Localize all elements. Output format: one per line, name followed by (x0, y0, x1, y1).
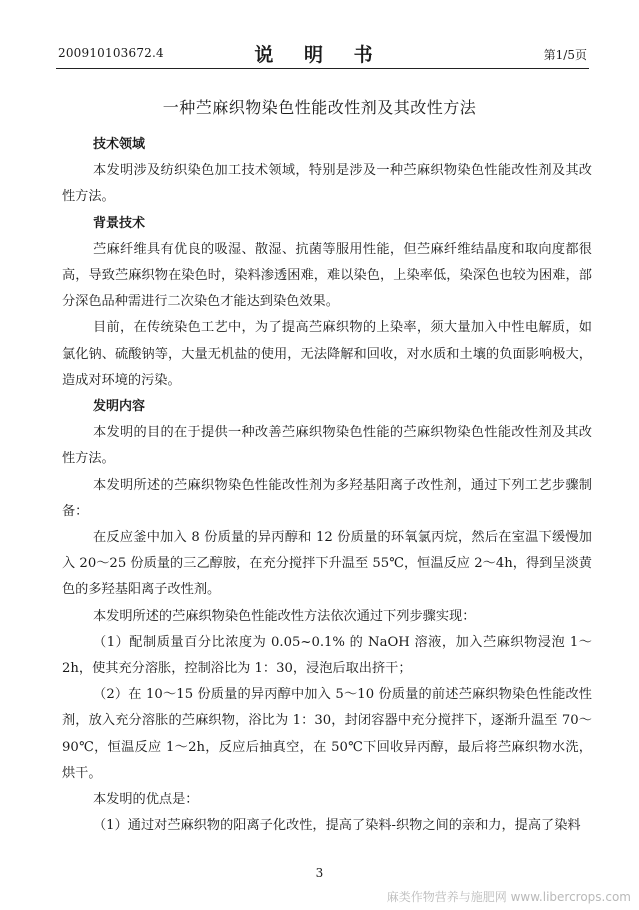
section-heading: 技术领域 (93, 137, 146, 152)
paragraph: 本发明涉及纺织染色加工技术领域，特别是涉及一种苎麻织物染色性能改性剂及其改性方法。 (62, 163, 592, 205)
paragraph: 目前，在传统染色工艺中，为了提高苎麻织物的上染率，须大量加入中性电解质，如氯化钠、硫酸钠等，大量无机盐的使用，无法降解和回收，对水质和土壤的负面影响极大，造成对环境的污染。 (62, 320, 592, 388)
page-number: 3 (315, 866, 324, 880)
document-number: 200910103672.4 (58, 46, 164, 60)
paragraph: （2）在 10～15 份质量的异丙醇中加入 5～10 份质量的前述苎麻织物染色性能改性剂，放入充分溶胀的苎麻织物，浴比为 1：30，封闭容器中充分搅拌下，逐渐升温至 70～90℃，恒温反应 1～2h，反应后抽真空，在 50℃下回收异丙醇，最后将苎麻织物水洗，烘干。 (62, 687, 592, 781)
paragraph: （1）配制质量百分比浓度为 0.05~0.1% 的 NaOH 溶液，加入苎麻织物浸泡 1～2h，使其充分溶胀，控制浴比为 1：30，浸泡后取出挤干； (62, 634, 592, 677)
section-heading: 发明内容 (93, 399, 146, 415)
page-indicator: 第1/5页 (543, 48, 587, 62)
paragraph: 本发明的优点是： (93, 792, 199, 808)
document-type-title: 说 明 书 (254, 44, 385, 66)
paragraph: 在反应釜中加入 8 份质量的异丙醇和 12 份质量的环氧氯丙烷，然后在室温下缓慢加入 20～25 份质量的三乙醇胺，在充分搅拌下升温至 55℃，恒温反应 2～4h，得到呈淡黄色的多羟基阳离子改性剂。 (62, 530, 592, 598)
paragraph: 苎麻纤维具有优良的吸湿、散湿、抗菌等服用性能，但苎麻纤维结晶度和取向度都很高，导致苎麻织物在染色时，染料渗透困难，难以染色，上染率低，染深色也较为困难，部分深色品种需进行二次染色才能达到染色效果。 (62, 241, 592, 310)
paragraph: （1）通过对苎麻织物的阳离子化改性，提高了染料-织物之间的亲和力，提高了染料 (93, 818, 581, 834)
patent-title: 一种苎麻织物染色性能改性剂及其改性方法 (162, 98, 477, 117)
paragraph: 本发明所述的苎麻织物染色性能改性剂为多羟基阳离子改性剂，通过下列工艺步骤制备： (62, 477, 592, 519)
document-body (62, 132, 592, 839)
paragraph: 本发明的目的在于提供一种改善苎麻织物染色性能的苎麻织物染色性能改性剂及其改性方法。 (62, 425, 592, 467)
header-rule (56, 68, 589, 69)
paragraph: 本发明所述的苎麻织物染色性能改性方法依次通过下列步骤实现： (93, 608, 476, 624)
watermark: 麻类作物营养与施肥网 www.libercrops.com (386, 890, 631, 904)
section-heading: 背景技术 (93, 215, 146, 231)
